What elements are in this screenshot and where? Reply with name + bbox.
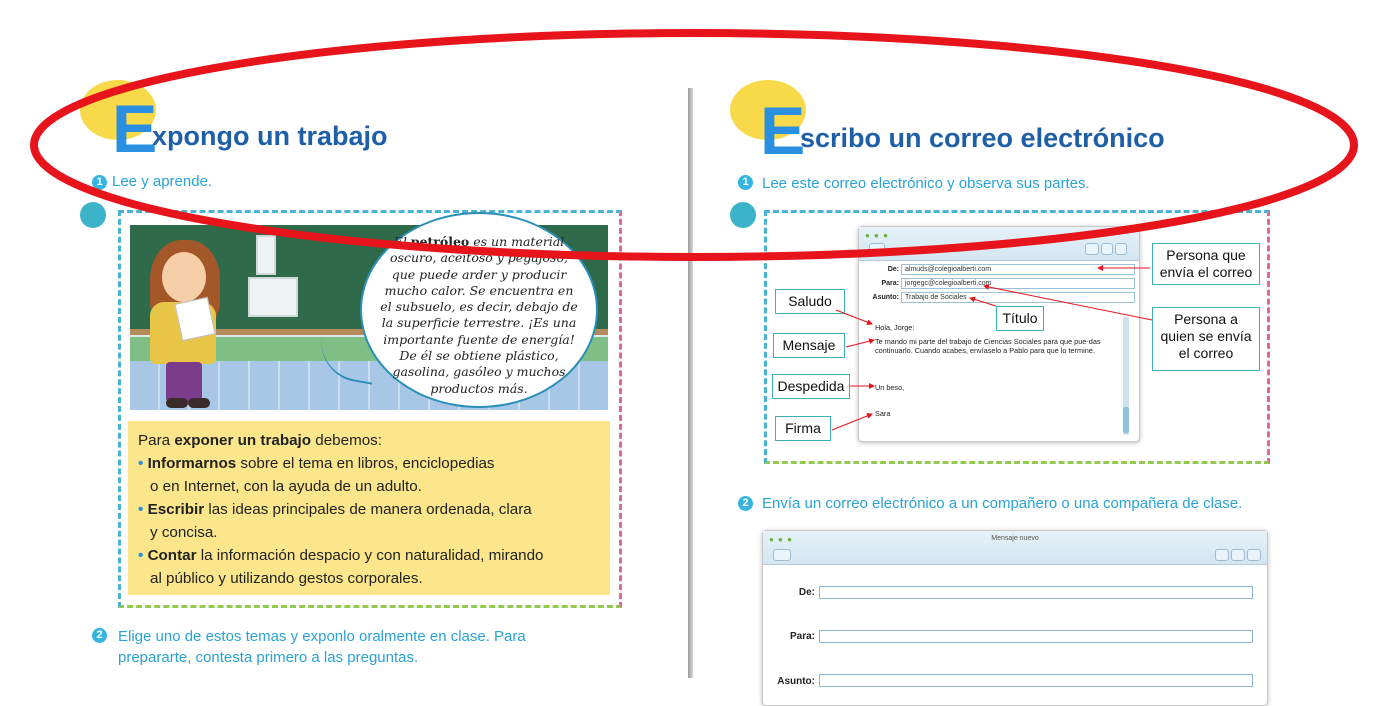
from-label: De: <box>798 587 815 598</box>
tips-intro <box>138 429 610 452</box>
email-message: Te mando mi parte del trabajo de Ciencias Sociales para que pue-das continuarlo. Cuando acabes, envíaselo a Pablo para que lo termine. <box>875 337 1101 355</box>
label-firma: Firma <box>775 416 831 441</box>
from-input[interactable] <box>819 586 1253 599</box>
poster-icon <box>256 235 276 275</box>
email-signature: Sara <box>875 409 891 418</box>
step-number: 1 <box>738 175 753 190</box>
window-controls: ● ● ● <box>865 231 889 240</box>
label-persona-envia: Persona que envía el correo <box>1152 243 1260 285</box>
attach-icon[interactable] <box>1085 243 1099 255</box>
email-window <box>858 226 1140 442</box>
send-icon[interactable] <box>869 243 885 255</box>
subject-input[interactable] <box>819 674 1253 687</box>
girl-legs <box>166 362 202 402</box>
hands-icon <box>730 202 756 228</box>
tip-cont: al público y utilizando gestos corporales. <box>150 570 423 587</box>
tips-intro-bold: exponer un trabajo <box>174 432 312 449</box>
shoe-icon <box>166 398 188 408</box>
to-label: Para: <box>881 280 899 287</box>
label-titulo: Título <box>996 306 1044 331</box>
from-label: De: <box>887 266 899 273</box>
tip-text: las ideas principales de manera ordenada, clara <box>204 501 532 518</box>
tip-cont: y concisa. <box>150 524 218 541</box>
speech-bubble <box>360 212 598 408</box>
subject-label: Asunto: <box>777 676 815 687</box>
window-controls: ● ● ● <box>769 535 793 544</box>
font-icon[interactable] <box>1101 243 1113 255</box>
tip-bold: Contar <box>147 547 197 564</box>
tips-intro-post: debemos: <box>315 432 382 449</box>
to-field[interactable]: jorgegc@colegioalberti.com <box>901 278 1135 289</box>
hands-icon <box>80 202 106 228</box>
from-field[interactable]: almuds@colegioalberti.com <box>901 264 1135 275</box>
girl-face <box>162 252 206 302</box>
bubble-post: es un material oscuro, aceitoso y pegajoso, que puede arder y producir mucho calor. <box>384 234 568 298</box>
tip-item <box>138 452 610 475</box>
new-mail-window <box>762 530 1268 706</box>
tip-bold: Informarnos <box>147 455 237 472</box>
bubble-bold: petróleo <box>410 234 470 249</box>
instruction-2-line1: Elige uno de estos temas y exponlo oralmente en clase. Para <box>118 628 526 645</box>
font-icon[interactable] <box>1231 549 1245 561</box>
step-number: 2 <box>92 628 107 643</box>
instruction-1: Lee y aprende. <box>112 173 213 190</box>
step-number: 1 <box>92 175 107 190</box>
new-mail-title: Mensaje nuevo <box>991 535 1039 542</box>
bullet-icon: • <box>138 547 144 564</box>
shoe-icon <box>188 398 210 408</box>
bullet-icon: • <box>138 455 144 472</box>
page-title: xpongo un trabajo <box>152 121 388 151</box>
step-number: 2 <box>738 496 753 511</box>
big-initial-letter: E <box>760 93 806 169</box>
email-greeting: Hola, Jorge: <box>875 323 915 332</box>
bubble-line3: ¡Es una importante fuente de energía! De él se obtiene plástico, gasolina, gasóleo y muchos productos más. <box>383 315 577 396</box>
photo-icon[interactable] <box>1247 549 1261 561</box>
poster-icon <box>248 277 298 317</box>
page-divider <box>688 88 693 678</box>
scrollbar-thumb[interactable] <box>1123 407 1129 433</box>
instruction-2-line2: prepararte, contesta primero a las preguntas. <box>118 649 419 666</box>
instruction-1: Lee este correo electrónico y observa sus partes. <box>762 175 1090 192</box>
send-icon[interactable] <box>773 549 791 561</box>
email-toolbar <box>859 227 1139 261</box>
to-label: Para: <box>789 631 815 642</box>
to-input[interactable] <box>819 630 1253 643</box>
subject-field[interactable]: Trabajo de Sociales <box>901 292 1135 303</box>
tips-intro-pre: Para <box>138 432 171 449</box>
tip-text: sobre el tema en libros, enciclopedias <box>236 455 495 472</box>
tip-bold: Escribir <box>147 501 205 518</box>
instruction-2: Envía un correo electrónico a un compañero o una compañera de clase. <box>762 495 1243 512</box>
label-despedida: Despedida <box>772 374 850 399</box>
bubble-line2: Se encuentra en el subsuelo, es decir, debajo de la superficie terrestre. <box>380 282 578 331</box>
bubble-pre: El <box>393 234 407 249</box>
photo-icon[interactable] <box>1115 243 1127 255</box>
bullet-icon: • <box>138 501 144 518</box>
label-saludo: Saludo <box>775 289 845 314</box>
big-initial-letter: E <box>112 91 158 167</box>
tips-box <box>128 421 610 595</box>
instruction-2 <box>118 626 526 668</box>
new-mail-toolbar <box>763 531 1267 565</box>
label-persona-quien: Persona a quien se envía el correo <box>1152 307 1260 371</box>
subject-label: Asunto: <box>872 294 899 301</box>
attach-icon[interactable] <box>1215 549 1229 561</box>
tip-item <box>138 498 610 521</box>
label-mensaje: Mensaje <box>773 333 845 358</box>
tip-item <box>138 544 610 567</box>
page-title: scribo un correo electrónico <box>800 123 1165 153</box>
tip-text: la información despacio y con naturalidad, mirando <box>196 547 544 564</box>
email-closing: Un beso, <box>875 383 905 392</box>
tip-cont: o en Internet, con la ayuda de un adulto. <box>150 478 422 495</box>
